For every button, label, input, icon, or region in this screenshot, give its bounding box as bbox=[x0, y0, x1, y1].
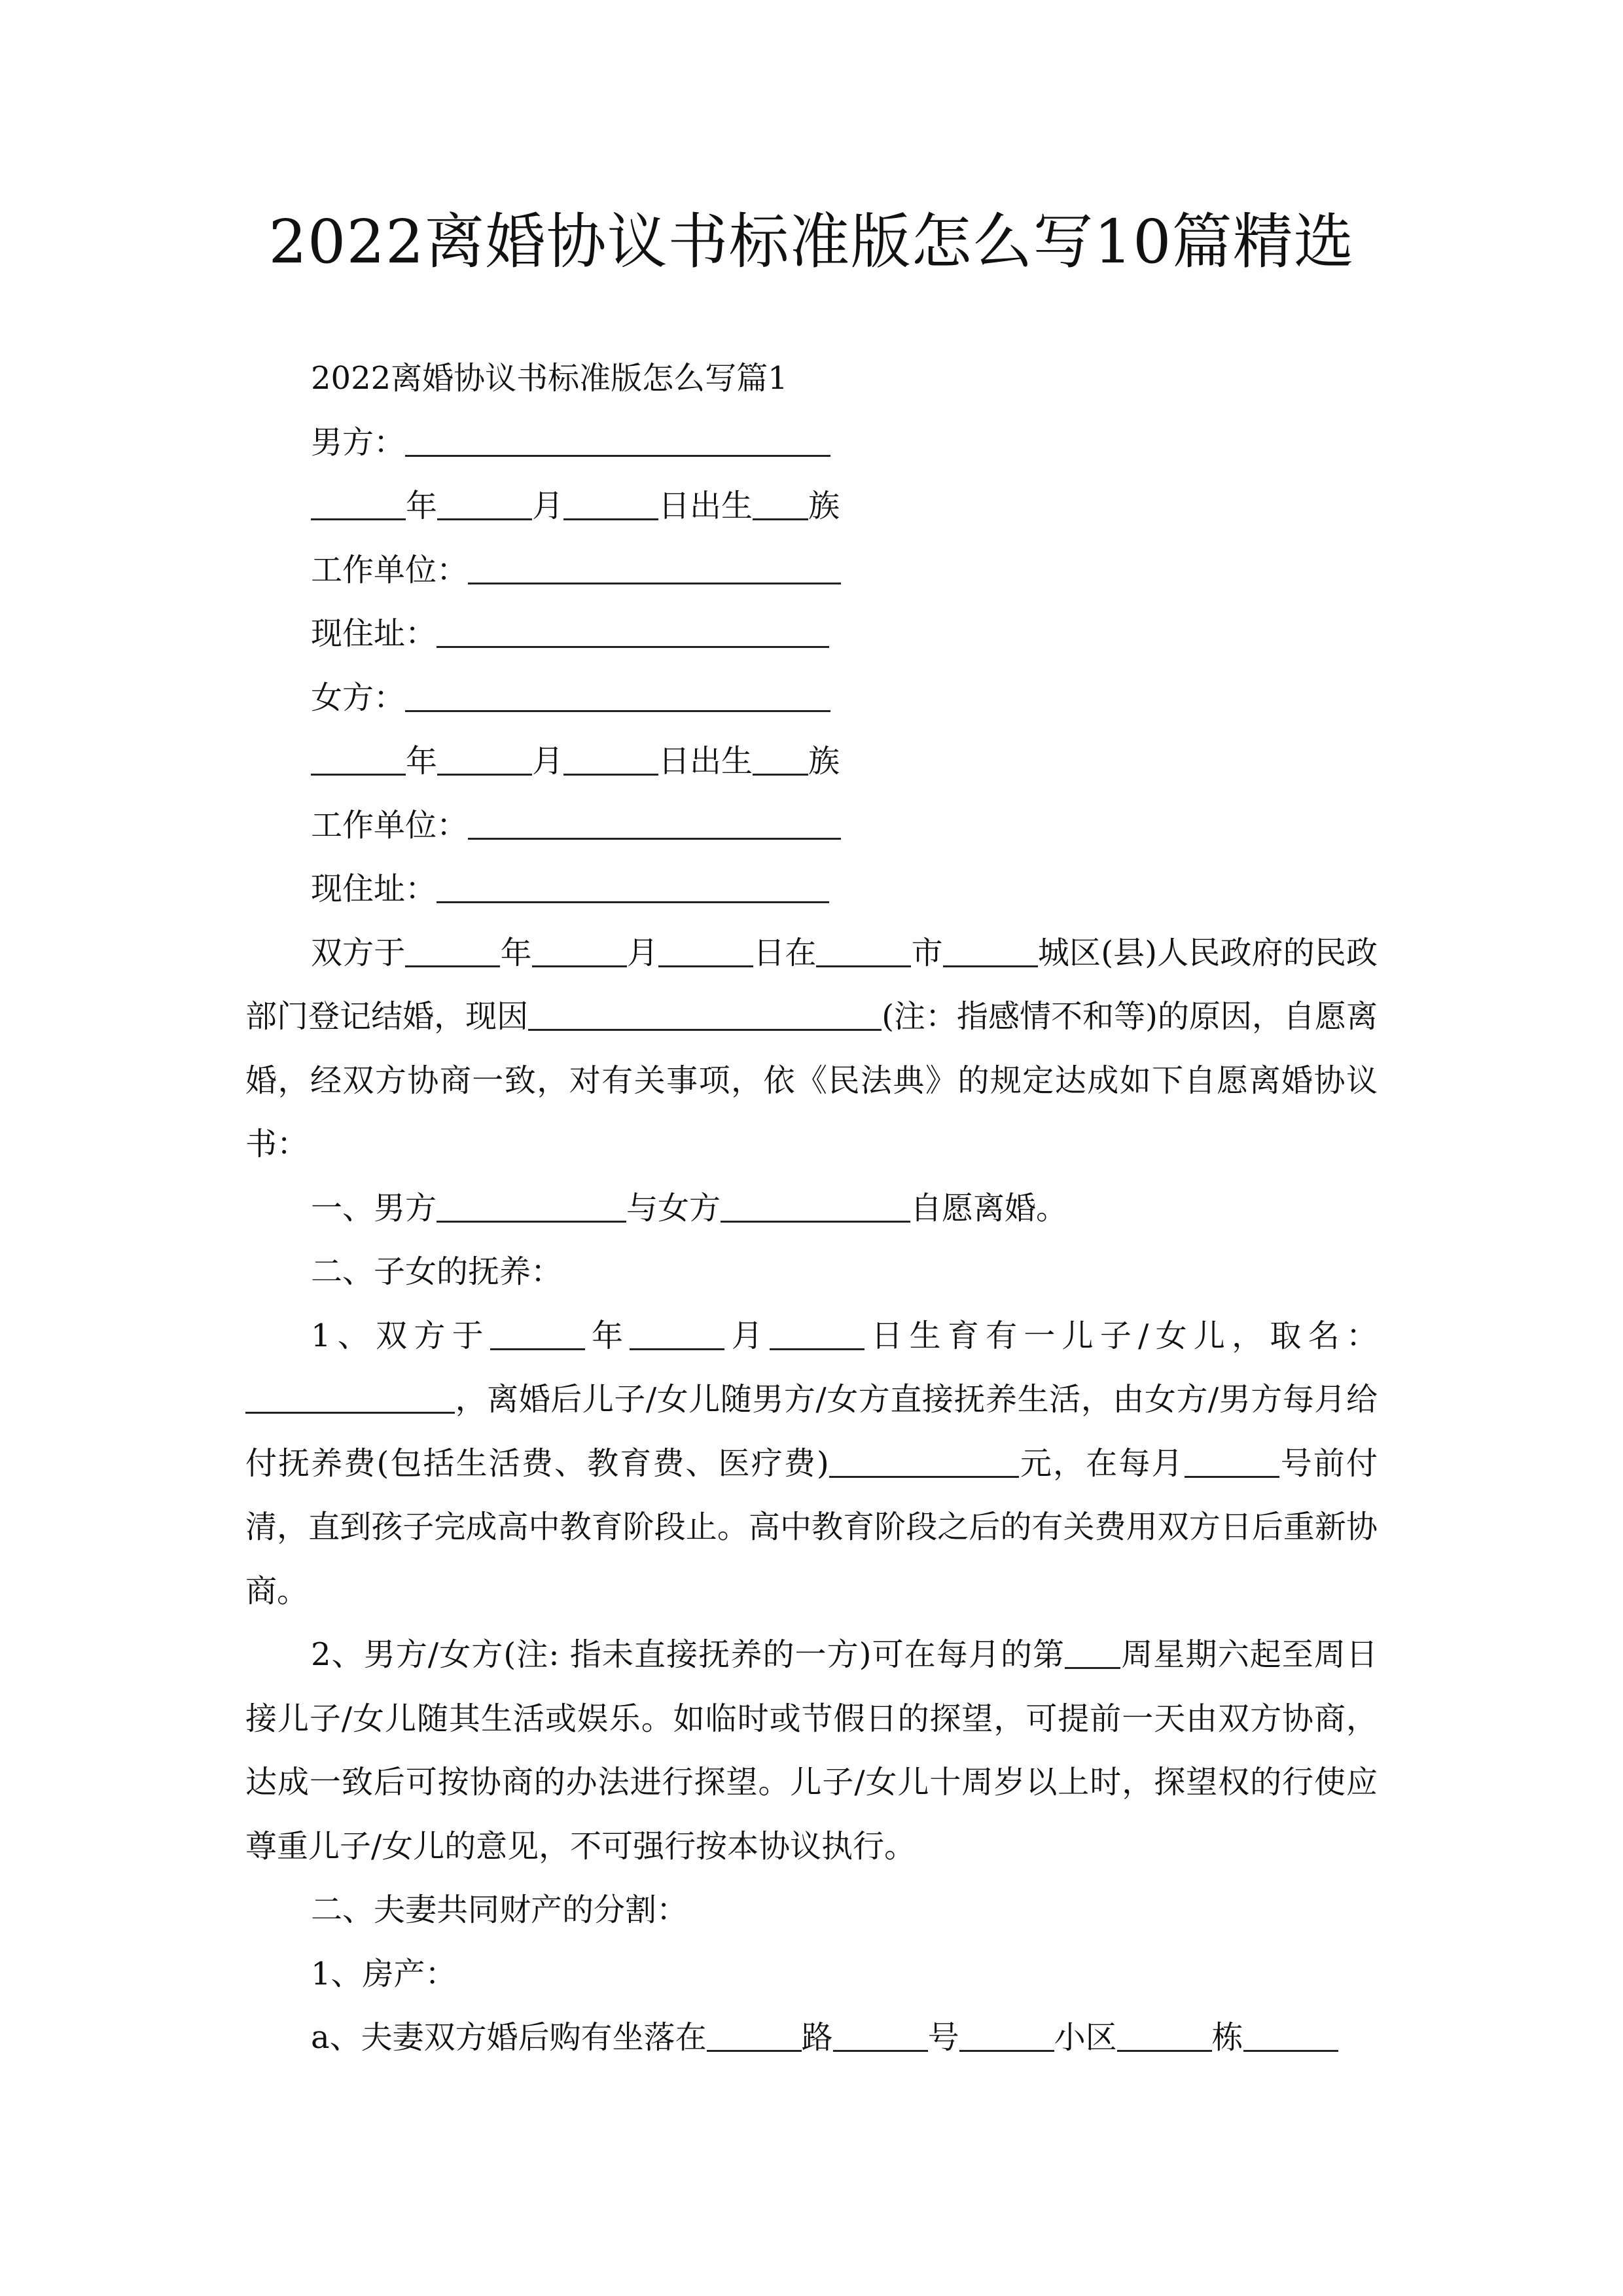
blank bbox=[437, 871, 829, 903]
blank bbox=[959, 2020, 1054, 2052]
blank bbox=[833, 2020, 928, 2052]
blank bbox=[1117, 2020, 1212, 2052]
blank bbox=[490, 1318, 585, 1350]
blank bbox=[1243, 2020, 1338, 2052]
blank bbox=[311, 744, 406, 776]
house-heading: 1、房产： bbox=[311, 1955, 457, 1992]
male-address-line: 现住址： bbox=[245, 602, 1378, 666]
blank bbox=[658, 935, 753, 967]
female-name-blank bbox=[405, 680, 830, 712]
blank bbox=[1185, 1446, 1279, 1478]
blank bbox=[437, 488, 532, 520]
male-work-line: 工作单位： bbox=[245, 539, 1378, 603]
blank bbox=[829, 1446, 1019, 1478]
document-body bbox=[245, 347, 1378, 2070]
marriage-paragraph: 双方于 年 月 日在 市 城区(县)人民政府的民政部门登记结婚，现因 (注：指感情不和等)的原因，自愿离婚，经双方协商一致，对有关事项，依《民法典》的规定达成如下自愿离婚协议书： bbox=[245, 934, 1378, 1162]
blank bbox=[816, 935, 911, 967]
blank bbox=[721, 1191, 910, 1223]
blank bbox=[468, 552, 841, 584]
female-work-line: 工作单位： bbox=[245, 794, 1378, 858]
female-label: 女方： bbox=[311, 679, 406, 716]
blank bbox=[311, 488, 406, 520]
blank bbox=[1065, 1637, 1120, 1669]
blank bbox=[943, 935, 1038, 967]
blank bbox=[563, 744, 658, 776]
blank bbox=[753, 744, 808, 776]
house-line-a: a、夫妻双方婚后购有坐落在 路 号 小区 栋 bbox=[245, 2006, 1378, 2070]
male-birth-line: 年 月 日出生 族 bbox=[245, 475, 1378, 539]
item-3-heading: 二、夫妻共同财产的分割： bbox=[311, 1892, 688, 1928]
blank bbox=[468, 808, 841, 840]
female-birth-line: 年 月 日出生 族 bbox=[245, 730, 1378, 794]
blank bbox=[563, 488, 658, 520]
female-address-line: 现住址： bbox=[245, 857, 1378, 922]
blank bbox=[405, 935, 500, 967]
blank bbox=[630, 1318, 724, 1350]
section-heading: 2022离婚协议书标准版怎么写篇1 bbox=[311, 360, 788, 397]
item-2-heading: 二、子女的抚养： bbox=[311, 1253, 563, 1290]
female-line bbox=[245, 666, 1378, 730]
blank bbox=[528, 999, 882, 1031]
male-name-blank bbox=[405, 425, 830, 457]
child-paragraph-1: 1、双方于 年 月 日生育有一儿子/女儿，取名：，离婚后儿子/女儿随男方/女方直接抚养生活，由女方/男方每月给付抚养费(包括生活费、教育费、医疗费) 元，在每月 号前付清，直到孩子完成高中教育阶段止。高中教育阶段之后的有关费用双方日后重新协商。 bbox=[245, 1317, 1378, 1609]
document-title: 2022离婚协议书标准版怎么写10篇精选 bbox=[268, 207, 1355, 277]
blank bbox=[707, 2020, 802, 2052]
child-paragraph-2: 2、男方/女方(注: 指未直接抚养的一方)可在每月的第 周星期六起至周日接儿子/女儿随其生活或娱乐。如临时或节假日的探望，可提前一天由双方协商，达成一致后可按协商的办法进行探望。儿子/女儿十周岁以上时，探望权的行使应尊重儿子/女儿的意见，不可强行按本协议执行。 bbox=[245, 1636, 1378, 1865]
blank bbox=[437, 744, 532, 776]
blank bbox=[437, 616, 829, 648]
male-line bbox=[245, 411, 1378, 475]
male-label: 男方： bbox=[311, 423, 406, 461]
item-1: 一、男方 与女方 自愿离婚。 bbox=[311, 1189, 1068, 1227]
blank bbox=[770, 1318, 865, 1350]
blank bbox=[437, 1191, 626, 1223]
blank bbox=[245, 1382, 455, 1414]
blank bbox=[753, 488, 808, 520]
blank bbox=[532, 935, 627, 967]
